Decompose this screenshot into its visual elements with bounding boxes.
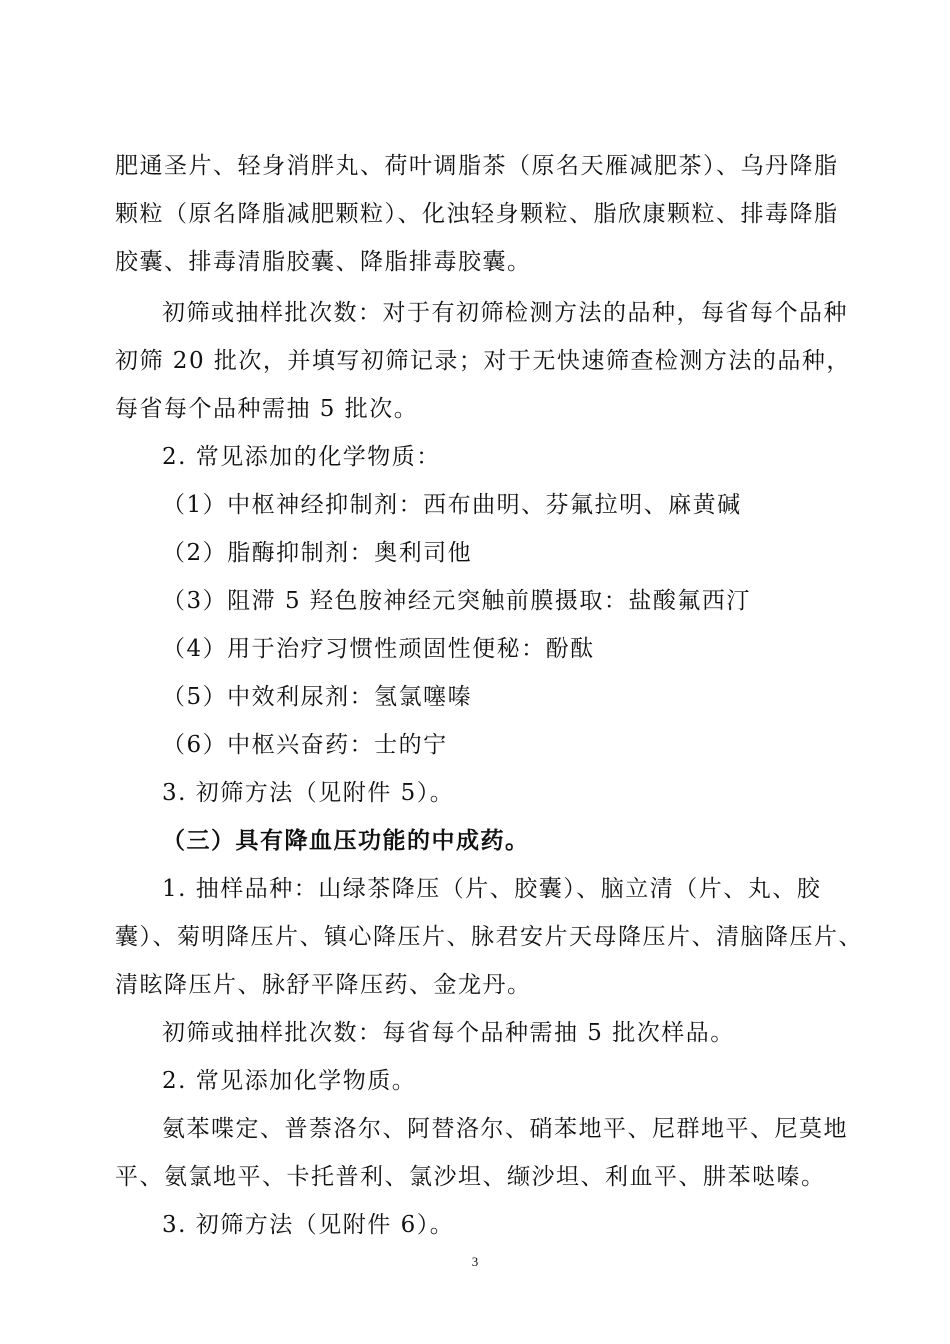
body-text-line: 初筛或抽样批次数：每省每个品种需抽 5 批次样品。: [162, 1020, 735, 1046]
page-number: 3: [471, 1254, 479, 1269]
list-item: （2）脂酶抑制剂：奥利司他: [162, 540, 473, 566]
body-text-line: 每省每个品种需抽 5 批次。: [115, 396, 419, 422]
list-item: （3）阻滞 5 羟色胺神经元突触前膜摄取：盐酸氟西汀: [162, 588, 751, 614]
body-text-line: 颗粒（原名降脂减肥颗粒）、化浊轻身颗粒、脂欣康颗粒、排毒降脂: [115, 201, 839, 227]
body-text-line: 初筛 20 批次，并填写初筛记录；对于无快速筛查检测方法的品种，: [115, 348, 851, 374]
section-heading: 2. 常见添加的化学物质：: [162, 444, 441, 470]
body-text-line: 氨苯喋定、普萘洛尔、阿替洛尔、硝苯地平、尼群地平、尼莫地: [162, 1116, 848, 1142]
section-heading: 2. 常见添加化学物质。: [162, 1068, 417, 1094]
body-text-line: 胶囊、排毒清脂胶囊、降脂排毒胶囊。: [115, 249, 532, 275]
list-item: （6）中枢兴奋药：士的宁: [162, 732, 448, 758]
section-heading: 3. 初筛方法（见附件 5）。: [162, 780, 455, 806]
body-text-line: 1. 抽样品种：山绿茶降压（片、胶囊）、脑立清（片、丸、胶: [162, 876, 822, 902]
body-text-line: 囊）、菊明降压片、镇心降压片、脉君安片天母降压片、清脑降压片、: [115, 924, 863, 950]
body-text-line: 肥通圣片、轻身消胖丸、荷叶调脂茶（原名天雁减肥茶）、乌丹降脂: [115, 153, 839, 179]
list-item: （5）中效利尿剂：氢氯噻嗪: [162, 684, 473, 710]
list-item: （4）用于治疗习惯性顽固性便秘：酚酞: [162, 636, 595, 662]
section-heading: 3. 初筛方法（见附件 6）。: [162, 1212, 455, 1238]
subsection-title: （三）具有降血压功能的中成药。: [162, 827, 530, 854]
body-text-line: 初筛或抽样批次数：对于有初筛检测方法的品种，每省每个品种: [162, 300, 848, 326]
body-text-line: 清眩降压片、脉舒平降压药、金龙丹。: [115, 972, 532, 998]
list-item: （1）中枢神经抑制剂：西布曲明、芬氟拉明、麻黄碱: [162, 492, 742, 518]
body-text-line: 平、氨氯地平、卡托普利、氯沙坦、缬沙坦、利血平、肼苯哒嗪。: [115, 1164, 826, 1190]
